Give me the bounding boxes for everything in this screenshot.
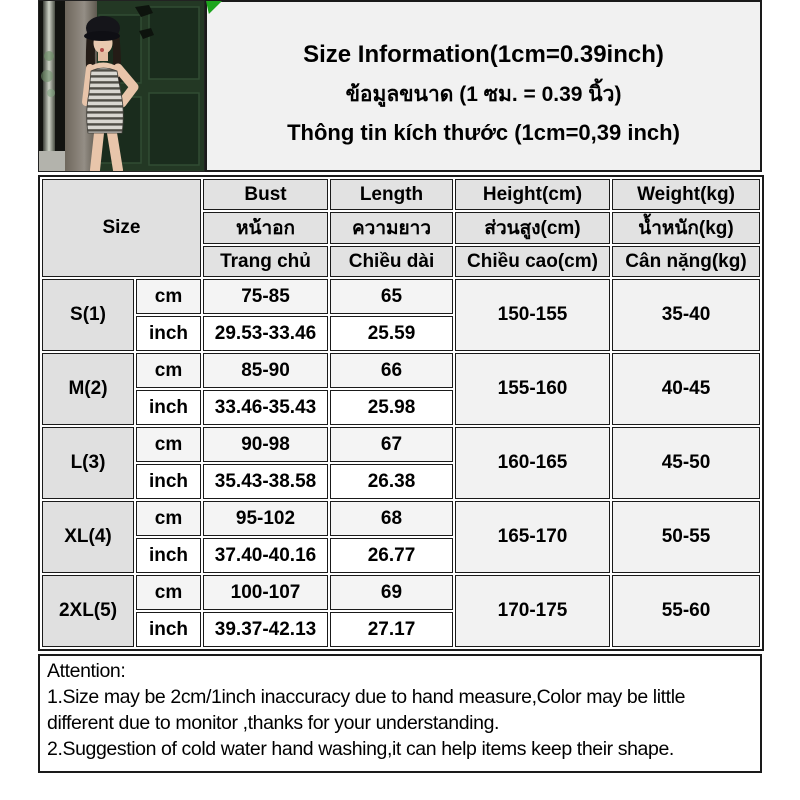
- height-value: 160-165: [455, 427, 610, 499]
- height-value: 170-175: [455, 575, 610, 647]
- col-weight-th: น้ำหนัก(kg): [612, 212, 760, 244]
- bust-cm-value: 90-98: [203, 427, 328, 462]
- size-header-cell: Size: [42, 179, 201, 277]
- length-inch-value: 25.59: [330, 316, 453, 351]
- bust-inch-value: 39.37-42.13: [203, 612, 328, 647]
- col-height-vi: Chiều cao(cm): [455, 246, 610, 277]
- length-cm-value: 66: [330, 353, 453, 388]
- unit-inch: inch: [136, 464, 201, 499]
- title-english: Size Information(1cm=0.39inch): [303, 40, 664, 68]
- col-bust-vi: Trang chủ: [203, 246, 328, 277]
- title-thai: ข้อมูลขนาด (1 ซม. = 0.39 นิ้ว): [345, 82, 622, 106]
- model-photo-illustration: [39, 1, 205, 171]
- bust-inch-value: 33.46-35.43: [203, 390, 328, 425]
- size-2xl-cell: 2XL(5): [42, 575, 134, 647]
- title-vietnamese: Thông tin kích thước (1cm=0,39 inch): [287, 119, 680, 145]
- bust-cm-value: 100-107: [203, 575, 328, 610]
- table-row: [42, 353, 760, 388]
- header-row-en: [42, 179, 760, 210]
- weight-value: 35-40: [612, 279, 760, 351]
- length-cm-value: 65: [330, 279, 453, 314]
- weight-value: 50-55: [612, 501, 760, 573]
- product-photo: [38, 0, 205, 172]
- length-inch-value: 25.98: [330, 390, 453, 425]
- height-value: 165-170: [455, 501, 610, 573]
- bust-cm-value: 95-102: [203, 501, 328, 536]
- unit-cm: cm: [136, 427, 201, 462]
- length-inch-value: 27.17: [330, 612, 453, 647]
- unit-inch: inch: [136, 612, 201, 647]
- size-table: [38, 175, 764, 651]
- weight-value: 40-45: [612, 353, 760, 425]
- table-row: [42, 501, 760, 536]
- bust-cm-value: 85-90: [203, 353, 328, 388]
- length-cm-value: 68: [330, 501, 453, 536]
- col-weight-en: Weight(kg): [612, 179, 760, 210]
- green-corner-icon: [206, 1, 222, 14]
- attention-box: [38, 654, 762, 773]
- weight-value: 55-60: [612, 575, 760, 647]
- bust-inch-value: 37.40-40.16: [203, 538, 328, 573]
- col-bust-th: หน้าอก: [203, 212, 328, 244]
- col-length-vi: Chiều dài: [330, 246, 453, 277]
- title-box: [205, 0, 762, 172]
- table-row: [42, 427, 760, 462]
- length-inch-value: 26.38: [330, 464, 453, 499]
- length-inch-value: 26.77: [330, 538, 453, 573]
- unit-inch: inch: [136, 390, 201, 425]
- unit-inch: inch: [136, 316, 201, 351]
- table-row: [42, 575, 760, 610]
- col-length-th: ความยาว: [330, 212, 453, 244]
- attention-note-1: 1.Size may be 2cm/1inch inaccuracy due to hand measure,Color may be little different due to monitor ,thanks for your understanding.: [47, 685, 686, 734]
- length-cm-value: 69: [330, 575, 453, 610]
- unit-cm: cm: [136, 353, 201, 388]
- unit-cm: cm: [136, 501, 201, 536]
- size-s-cell: S(1): [42, 279, 134, 351]
- col-bust-en: Bust: [203, 179, 328, 210]
- size-l-cell: L(3): [42, 427, 134, 499]
- weight-value: 45-50: [612, 427, 760, 499]
- bust-cm-value: 75-85: [203, 279, 328, 314]
- height-value: 150-155: [455, 279, 610, 351]
- attention-heading: Attention:: [47, 660, 126, 682]
- col-length-en: Length: [330, 179, 453, 210]
- bust-inch-value: 35.43-38.58: [203, 464, 328, 499]
- size-chart-page: [38, 0, 762, 773]
- height-value: 155-160: [455, 353, 610, 425]
- col-weight-vi: Cân nặng(kg): [612, 246, 760, 277]
- bust-inch-value: 29.53-33.46: [203, 316, 328, 351]
- unit-inch: inch: [136, 538, 201, 573]
- attention-note-2: 2.Suggestion of cold water hand washing,it can help items keep their shape.: [47, 737, 674, 760]
- unit-cm: cm: [136, 279, 201, 314]
- col-height-th: ส่วนสูง(cm): [455, 212, 610, 244]
- table-row: [42, 279, 760, 314]
- unit-cm: cm: [136, 575, 201, 610]
- col-height-en: Height(cm): [455, 179, 610, 210]
- size-xl-cell: XL(4): [42, 501, 134, 573]
- top-section: [38, 0, 762, 172]
- size-m-cell: M(2): [42, 353, 134, 425]
- length-cm-value: 67: [330, 427, 453, 462]
